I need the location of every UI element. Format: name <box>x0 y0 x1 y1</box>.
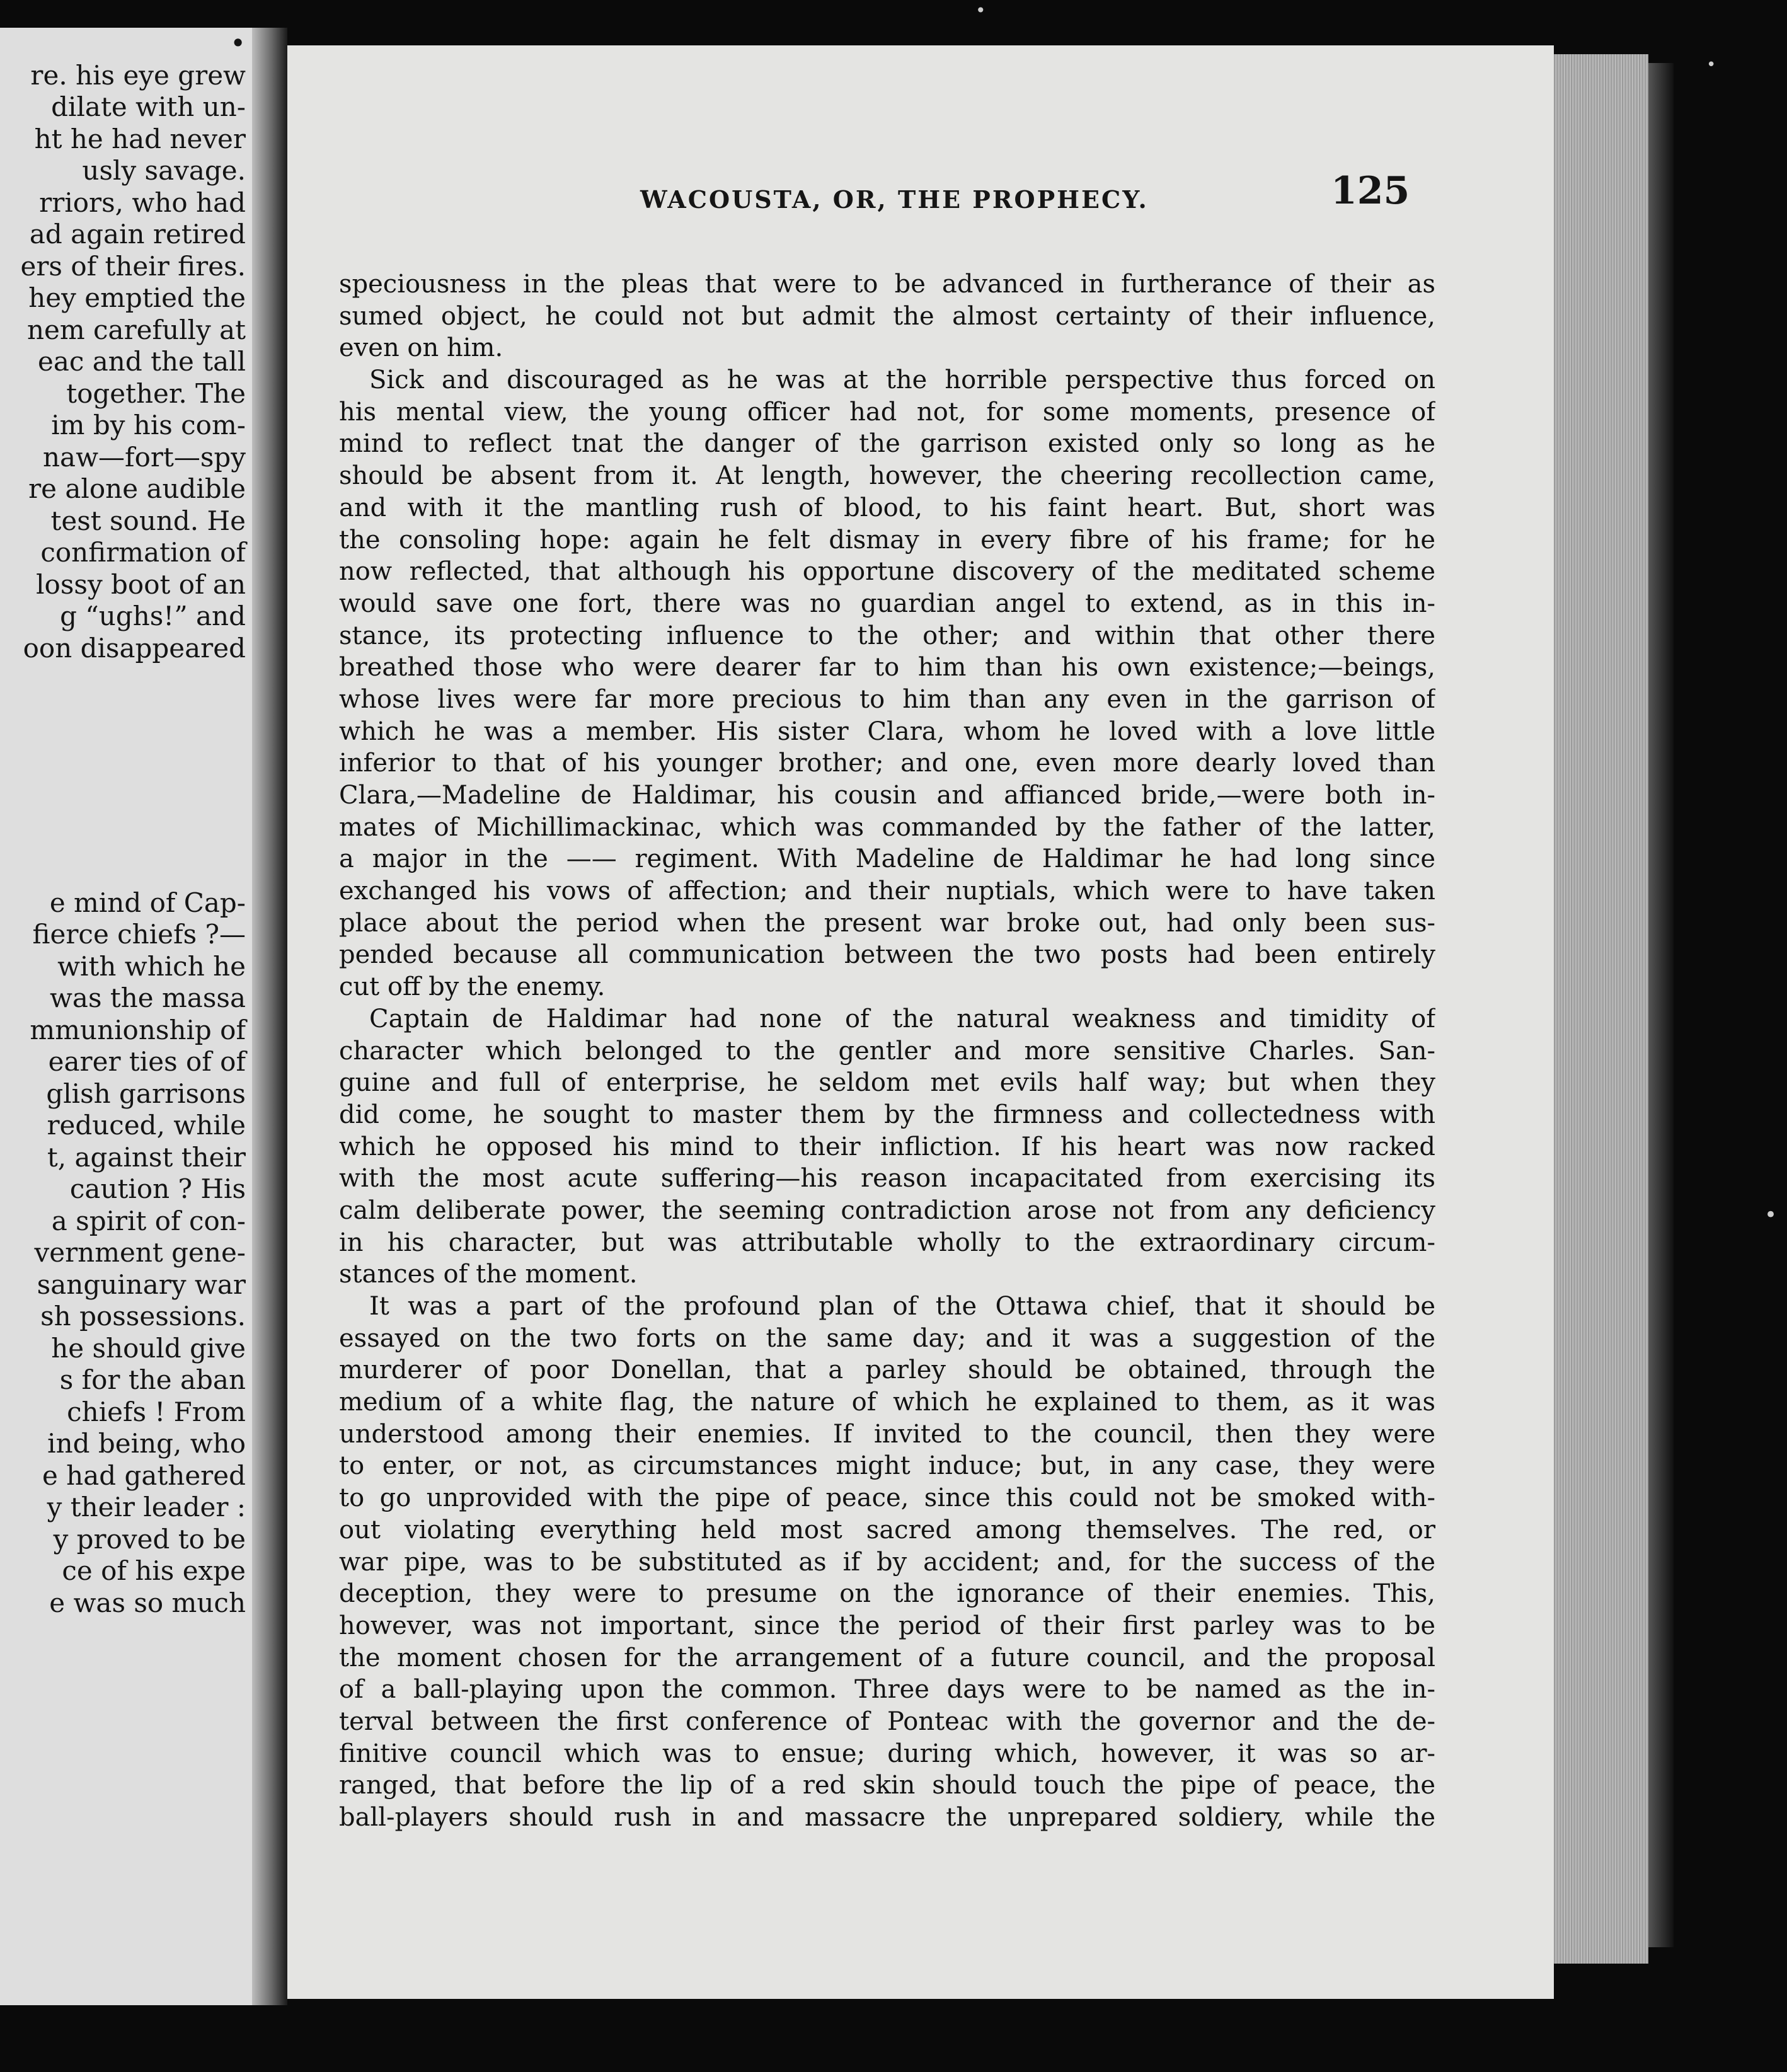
body-line: character which belonged to the gentler and more sensitive Charles. San- <box>339 1036 1435 1066</box>
left-page-line: chiefs ! From <box>67 1396 246 1427</box>
left-page-line: vernment gene- <box>34 1237 246 1268</box>
left-page-line: t, against their <box>47 1141 246 1173</box>
left-page-line: e had gathered <box>42 1459 246 1491</box>
running-title: WACOUSTA, OR, THE PROPHECY. <box>640 185 1149 214</box>
left-page-line: earer ties of of <box>48 1046 246 1077</box>
body-line: out violating everything held most sacred among themselves. The red, or <box>339 1515 1435 1545</box>
left-page-line: confirmation of <box>40 537 246 568</box>
left-page-line: together. The <box>66 377 246 409</box>
left-page-line: e mind of Cap- <box>49 887 246 918</box>
left-page-line: oon disappeared <box>23 632 246 664</box>
left-page-line: im by his com- <box>51 410 246 440</box>
body-line: and with it the mantling rush of blood, to his faint heart. But, short was <box>339 493 1435 522</box>
left-page-line: test sound. He <box>50 505 246 536</box>
body-line: place about the period when the present war broke out, had only been sus- <box>339 908 1435 938</box>
body-line: stances of the moment. <box>339 1260 638 1289</box>
scan-speck: • <box>1764 1202 1778 1228</box>
left-page-line: ers of their fires. <box>20 250 246 282</box>
left-page-line: a spirit of con- <box>51 1205 246 1236</box>
left-page-line: caution ? His <box>69 1173 246 1204</box>
body-line: would save one fort, there was no guardian angel to extend, as in this in- <box>339 589 1435 618</box>
body-line: the moment chosen for the arrangement of a future council, and the proposal <box>339 1643 1435 1672</box>
body-line: to go unprovided with the pipe of peace, since this could not be smoked with- <box>339 1483 1435 1513</box>
left-page-line: eac and the tall <box>37 346 246 377</box>
body-line: of a ball-playing upon the common. Three days were to be named as the in- <box>339 1675 1435 1705</box>
left-page-line: sh possessions. <box>40 1301 246 1332</box>
body-line: deception, they were to presume on the ignorance of their enemies. This, <box>339 1579 1435 1609</box>
left-page-line <box>0 791 246 824</box>
left-page-line: sanguinary war <box>37 1269 246 1300</box>
body-line: cut off by the enemy. <box>339 972 606 1002</box>
body-line: Clara,—Madeline de Haldimar, his cousin and affianced bride,—were both in- <box>339 781 1435 810</box>
left-page-line <box>0 696 246 728</box>
body-line: It was a part of the profound plan of the Ottawa chief, that it should be <box>369 1292 1435 1321</box>
left-page-line: fierce chiefs ?— <box>32 919 246 950</box>
left-page-line: glish garrisons <box>46 1078 246 1109</box>
left-page-line: ad again retired <box>29 219 246 250</box>
left-page-line: s for the aban <box>59 1364 246 1395</box>
body-line: understood among their enemies. If invited to the council, then they were <box>339 1419 1435 1449</box>
left-page-line: dilate with un- <box>51 91 246 122</box>
left-page-line: reduced, while <box>47 1110 246 1141</box>
body-line: murderer of poor Donellan, that a parley should be obtained, through the <box>339 1355 1435 1385</box>
page-body-text <box>339 268 1435 1834</box>
body-line: medium of a white flag, the nature of which he explained to them, as it was <box>339 1388 1435 1417</box>
left-page-line: naw—fort—spy <box>43 441 246 473</box>
left-page-line: y proved to be <box>53 1523 246 1555</box>
body-line: terval between the first conference of Ponteac with the governor and the de- <box>339 1707 1435 1736</box>
body-line: war pipe, was to be substituted as if by accident; and, for the success of the <box>339 1547 1435 1577</box>
left-page-line <box>0 824 246 856</box>
left-page-line: lossy boot of an <box>36 568 246 600</box>
left-page-line: ind being, who <box>47 1428 246 1459</box>
body-line: stance, its protecting influence to the other; and within that other there <box>339 621 1435 650</box>
scan-speck: • <box>1706 55 1716 74</box>
left-page-line: with which he <box>57 950 246 982</box>
body-line: Captain de Haldimar had none of the natural weakness and timidity of <box>369 1004 1435 1033</box>
left-page-line: e was so much <box>49 1587 246 1618</box>
left-page-line: re alone audible <box>28 473 246 504</box>
body-line: with the most acute suffering—his reason incapacitated from exercising its <box>339 1164 1435 1194</box>
body-line: his mental view, the young officer had not, for some moments, presence of <box>339 397 1435 427</box>
body-line: however, was not important, since the period of their first parley was to be <box>339 1611 1435 1640</box>
left-page-line: hey emptied the <box>28 282 246 313</box>
body-line: mind to reflect tnat the danger of the garrison existed only so long as he <box>339 429 1435 459</box>
left-page-line: mmunionship of <box>30 1014 246 1045</box>
body-line: should be absent from it. At length, however, the cheering recollection came, <box>339 461 1435 491</box>
body-line: Sick and discouraged as he was at the horrible perspective thus forced on <box>369 365 1435 395</box>
left-page-line: re. his eye grew <box>30 59 246 91</box>
left-page-line <box>0 855 246 887</box>
body-line: guine and full of enterprise, he seldom met evils half way; but when they <box>339 1068 1435 1098</box>
left-page-line: g “ughs!” and <box>60 601 246 631</box>
body-line: even on him. <box>339 333 503 363</box>
body-line: mates of Michillimackinac, which was commanded by the father of the latter, <box>339 812 1435 842</box>
body-line: which he was a member. His sister Clara, whom he loved with a love little <box>339 717 1435 746</box>
left-page-line <box>0 664 246 696</box>
left-page-line <box>0 760 246 792</box>
page-header <box>287 169 1554 238</box>
left-page-line: • <box>230 28 246 59</box>
body-line: breathed those who were dearer far to him than his own existence;—beings, <box>339 653 1435 682</box>
body-line: in his character, but was attributable wholly to the extraordinary circum- <box>339 1228 1435 1257</box>
body-line: to enter, or not, as circumstances might induce; but, in any case, they were <box>339 1451 1435 1481</box>
body-line: now reflected, that although his opportune discovery of the meditated scheme <box>339 557 1435 587</box>
left-page-text <box>0 28 246 1619</box>
body-line: exchanged his vows of affection; and their nuptials, which were to have taken <box>339 877 1435 906</box>
book-page <box>287 45 1554 1999</box>
left-page-line: ce of his expe <box>62 1555 246 1586</box>
left-page-line: rriors, who had <box>39 187 246 218</box>
body-line: ranged, that before the lip of a red skin should touch the pipe of peace, the <box>339 1771 1435 1800</box>
book-edge-shadow <box>1648 63 1674 1947</box>
body-line: the consoling hope: again he felt dismay in every fibre of his frame; for he <box>339 525 1435 555</box>
left-page-line: ht he had never <box>34 123 246 154</box>
left-page-line <box>0 728 246 760</box>
body-line: sumed object, he could not but admit the almost certainty of their influence, <box>339 301 1435 331</box>
body-line: speciousness in the pleas that were to be advanced in furtherance of their as <box>339 270 1435 299</box>
page-edges <box>1554 54 1648 1964</box>
body-line: a major in the —— regiment. With Madeline de Haldimar he had long since <box>339 844 1435 874</box>
book-gutter <box>252 28 287 2005</box>
page-number: 125 <box>1331 169 1410 213</box>
body-line: inferior to that of his younger brother; and one, even more dearly loved than <box>339 749 1435 778</box>
left-page-line: was the massa <box>49 982 246 1013</box>
left-page-line: he should give <box>51 1332 246 1364</box>
body-line: calm deliberate power, the seeming contradiction arose not from any deficiency <box>339 1195 1435 1225</box>
body-line: whose lives were far more precious to him than any even in the garrison of <box>339 684 1435 714</box>
body-line: finitive council which was to ensue; during which, however, it was so ar- <box>339 1739 1435 1768</box>
left-page-line: y their leader : <box>47 1492 246 1522</box>
body-line: which he opposed his mind to their infliction. If his heart was now racked <box>339 1132 1435 1161</box>
left-page-line: usly savage. <box>82 155 246 186</box>
body-line: essayed on the two forts on the same day; and it was a suggestion of the <box>339 1323 1435 1353</box>
body-line: ball-players should rush in and massacre the unprepared soldiery, while the <box>339 1803 1435 1832</box>
left-facing-page <box>0 28 252 2005</box>
body-line: did come, he sought to master them by the firmness and collectedness with <box>339 1100 1435 1129</box>
body-line: pended because all communication between the two posts had been entirely <box>339 940 1435 970</box>
scan-speck: • <box>975 0 986 21</box>
left-page-line: nem carefully at <box>26 314 246 345</box>
